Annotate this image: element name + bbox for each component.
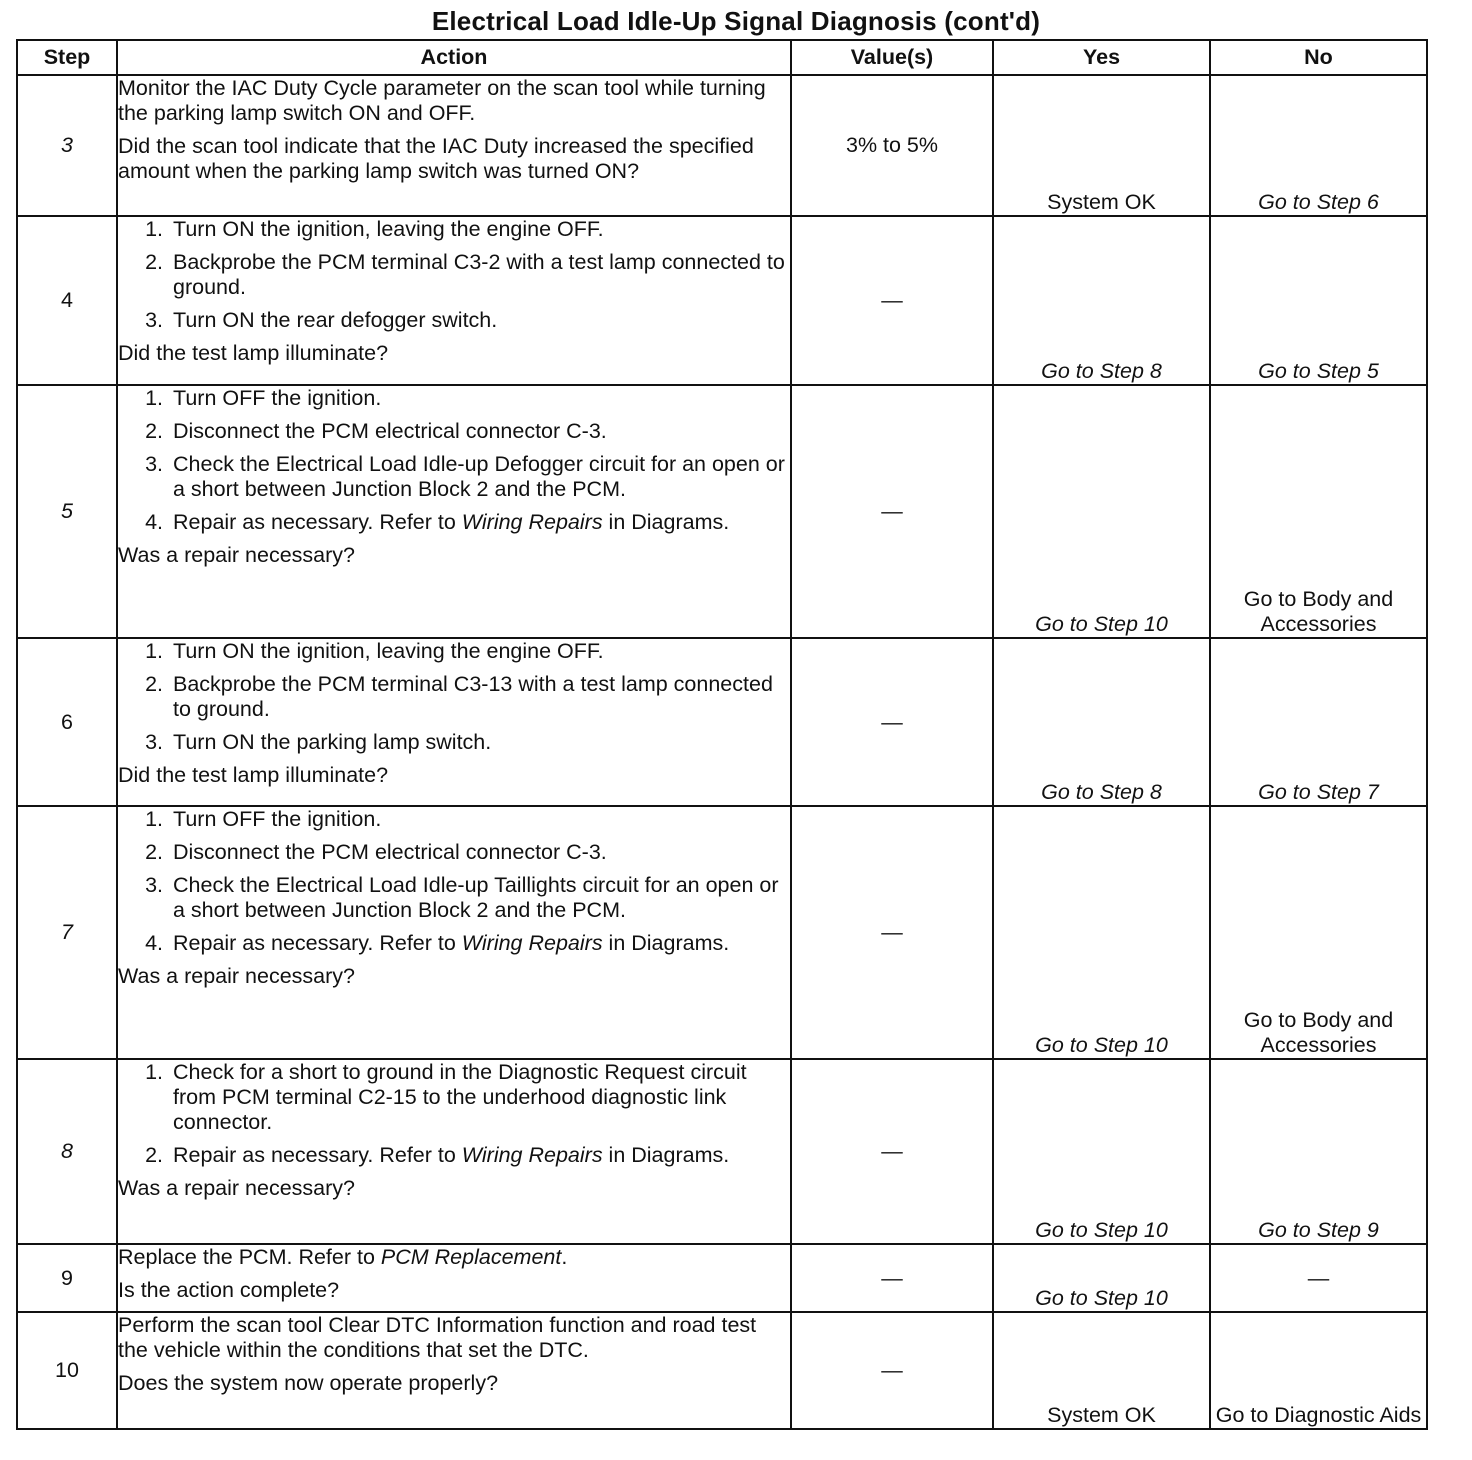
list-item: 1. Check for a short to ground in the Diagnostic Request circuit from PCM terminal C2-15 to the underhood diagnostic link connector. bbox=[145, 1060, 747, 1134]
step-number: 3 bbox=[17, 75, 117, 216]
no-cell: Go to Step 7 bbox=[1210, 638, 1427, 806]
wiring-repairs-reference: Wiring Repairs bbox=[461, 510, 603, 534]
header-step: Step bbox=[17, 40, 117, 75]
value-cell: — bbox=[791, 385, 993, 638]
table-row-step-9 bbox=[17, 1244, 1427, 1312]
action-list bbox=[118, 386, 790, 535]
action-list bbox=[118, 807, 790, 956]
header-action: Action bbox=[117, 40, 791, 75]
table-header-row bbox=[17, 40, 1427, 75]
list-item: 2. Disconnect the PCM electrical connector C-3. bbox=[145, 840, 607, 864]
table-row-step-4 bbox=[17, 216, 1427, 385]
action-question: Was a repair necessary? bbox=[118, 964, 355, 988]
list-item: 2. Disconnect the PCM electrical connector C-3. bbox=[145, 419, 607, 443]
value-cell: 3% to 5% bbox=[791, 75, 993, 216]
list-item: 4. Repair as necessary. Refer to Wiring Repairs in Diagrams. bbox=[145, 931, 730, 955]
action-text: Perform the scan tool Clear DTC Information function and road test the vehicle within the conditions that set the DTC. bbox=[118, 1313, 757, 1362]
yes-cell: Go to Step 10 bbox=[993, 806, 1210, 1059]
value-cell: — bbox=[791, 638, 993, 806]
action-cell bbox=[117, 638, 791, 806]
step-number: 8 bbox=[17, 1059, 117, 1244]
header-yes: Yes bbox=[993, 40, 1210, 75]
action-text: Monitor the IAC Duty Cycle parameter on the scan tool while turning the parking lamp switch ON and OFF. bbox=[118, 76, 766, 125]
list-item: 3. Check the Electrical Load Idle-up Defogger circuit for an open or a short between Junction Block 2 and the PCM. bbox=[145, 452, 785, 501]
table-row-step-10 bbox=[17, 1312, 1427, 1429]
table-row-step-3 bbox=[17, 75, 1427, 216]
value-cell: — bbox=[791, 1059, 993, 1244]
no-cell: Go to Step 6 bbox=[1210, 75, 1427, 216]
value-cell: — bbox=[791, 1244, 993, 1312]
yes-cell: Go to Step 10 bbox=[993, 1244, 1210, 1312]
action-cell bbox=[117, 1244, 791, 1312]
wiring-repairs-reference: Wiring Repairs bbox=[461, 1143, 603, 1167]
action-cell bbox=[117, 1059, 791, 1244]
yes-cell: Go to Step 8 bbox=[993, 638, 1210, 806]
wiring-repairs-reference: Wiring Repairs bbox=[461, 931, 603, 955]
step-number: 10 bbox=[17, 1312, 117, 1429]
yes-cell: Go to Step 10 bbox=[993, 1059, 1210, 1244]
page-title: Electrical Load Idle-Up Signal Diagnosis (cont'd) bbox=[431, 6, 1041, 36]
step-number: 6 bbox=[17, 638, 117, 806]
action-question: Was a repair necessary? bbox=[118, 543, 355, 567]
no-cell: Go to Body and Accessories bbox=[1210, 806, 1427, 1059]
list-item: 3. Turn ON the rear defogger switch. bbox=[145, 308, 498, 332]
pcm-replacement-reference: PCM Replacement bbox=[380, 1245, 562, 1269]
step-number: 7 bbox=[17, 806, 117, 1059]
table-row-step-6 bbox=[17, 638, 1427, 806]
action-text: Replace the PCM. Refer to PCM Replacement. bbox=[118, 1245, 568, 1269]
no-cell: Go to Diagnostic Aids bbox=[1210, 1312, 1427, 1429]
action-cell bbox=[117, 216, 791, 385]
value-cell: — bbox=[791, 806, 993, 1059]
list-item: 2. Backprobe the PCM terminal C3-13 with a test lamp connected to ground. bbox=[145, 672, 773, 721]
step-number: 5 bbox=[17, 385, 117, 638]
yes-cell: System OK bbox=[993, 1312, 1210, 1429]
yes-cell: System OK bbox=[993, 75, 1210, 216]
table-row-step-7 bbox=[17, 806, 1427, 1059]
header-no: No bbox=[1210, 40, 1427, 75]
header-values: Value(s) bbox=[791, 40, 993, 75]
list-item: 2. Backprobe the PCM terminal C3-2 with a test lamp connected to ground. bbox=[145, 250, 785, 299]
action-cell bbox=[117, 385, 791, 638]
action-question: Does the system now operate properly? bbox=[118, 1371, 499, 1395]
value-cell: — bbox=[791, 216, 993, 385]
list-item: 1. Turn ON the ignition, leaving the engine OFF. bbox=[145, 217, 604, 241]
action-cell bbox=[117, 1312, 791, 1429]
action-question: Did the test lamp illuminate? bbox=[118, 341, 389, 365]
action-question: Did the scan tool indicate that the IAC Duty increased the specified amount when the parking lamp switch was turned ON? bbox=[118, 134, 754, 183]
list-item: 1. Turn OFF the ignition. bbox=[145, 386, 382, 410]
yes-cell: Go to Step 8 bbox=[993, 216, 1210, 385]
action-list bbox=[118, 639, 790, 755]
value-cell: — bbox=[791, 1312, 993, 1429]
table-row-step-5 bbox=[17, 385, 1427, 638]
diagnosis-table bbox=[16, 39, 1428, 1430]
action-question: Is the action complete? bbox=[118, 1278, 340, 1302]
action-cell bbox=[117, 75, 791, 216]
step-number: 9 bbox=[17, 1244, 117, 1312]
list-item: 2. Repair as necessary. Refer to Wiring Repairs in Diagrams. bbox=[145, 1143, 730, 1167]
action-list bbox=[118, 217, 790, 333]
no-cell: Go to Step 5 bbox=[1210, 216, 1427, 385]
list-item: 1. Turn ON the ignition, leaving the engine OFF. bbox=[145, 639, 604, 663]
table-row-step-8 bbox=[17, 1059, 1427, 1244]
step-number: 4 bbox=[17, 216, 117, 385]
list-item: 3. Check the Electrical Load Idle-up Taillights circuit for an open or a short between Junction Block 2 and the PCM. bbox=[145, 873, 779, 922]
yes-cell: Go to Step 10 bbox=[993, 385, 1210, 638]
no-cell: — bbox=[1210, 1244, 1427, 1312]
action-question: Did the test lamp illuminate? bbox=[118, 763, 389, 787]
list-item: 1. Turn OFF the ignition. bbox=[145, 807, 382, 831]
action-list bbox=[118, 1060, 790, 1168]
no-cell: Go to Step 9 bbox=[1210, 1059, 1427, 1244]
action-question: Was a repair necessary? bbox=[118, 1176, 355, 1200]
action-cell bbox=[117, 806, 791, 1059]
no-cell: Go to Body and Accessories bbox=[1210, 385, 1427, 638]
list-item: 3. Turn ON the parking lamp switch. bbox=[145, 730, 492, 754]
list-item: 4. Repair as necessary. Refer to Wiring Repairs in Diagrams. bbox=[145, 510, 730, 534]
